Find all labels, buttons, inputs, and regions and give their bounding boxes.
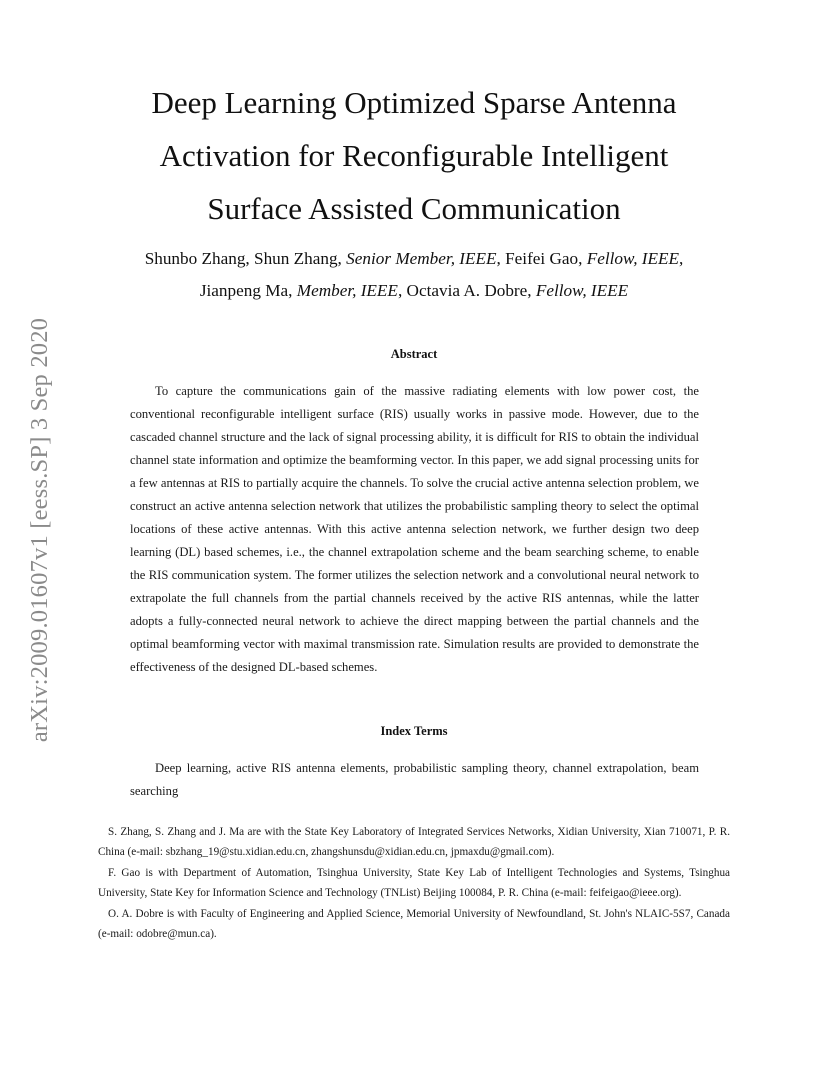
author-line-end: ,	[679, 249, 684, 268]
author-line-1	[80, 243, 748, 275]
arxiv-identifier-stamp: arXiv:2009.01607v1 [eess.SP] 3 Sep 2020	[26, 317, 53, 743]
footnote-tsinghua: F. Gao is with Department of Automation, Tsinghua University, State Key Lab of Intelligent Technologies and Systems, Tsinghua University, State Key for Information Science and Technology (TNList) Beijing 100084, P. R. China (e-mail: feifeigao@ieee.org).	[98, 867, 730, 900]
author-names-3: Jianpeng Ma,	[199, 281, 297, 300]
title-line-3: Surface Assisted Communication	[207, 191, 621, 226]
author-names-2: , Feifei Gao,	[496, 249, 587, 268]
author-role-4: Fellow, IEEE	[535, 281, 629, 300]
paper-title	[80, 76, 748, 235]
author-names-4: , Octavia A. Dobre,	[397, 281, 536, 300]
author-list	[80, 243, 748, 307]
affiliation-footnotes	[98, 822, 730, 945]
author-role-2: Fellow, IEEE	[586, 249, 680, 268]
abstract-heading: Abstract	[390, 347, 438, 361]
author-role-3: Member, IEEE	[296, 281, 398, 300]
index-terms-text: Deep learning, active RIS antenna elements, probabilistic sampling theory, channel extrapolation, beam searching	[130, 761, 699, 798]
author-line-2	[80, 275, 748, 307]
title-line-1: Deep Learning Optimized Sparse Antenna	[151, 85, 677, 120]
footnote-memorial: O. A. Dobre is with Faculty of Engineering and Applied Science, Memorial University of Newfoundland, St. John's NLAIC-5S7, Canada (e-mail: odobre@mun.ca).	[98, 908, 730, 941]
abstract-text: To capture the communications gain of the massive radiating elements with low power cost, the conventional reconfigurable intelligent surface (RIS) usually works in passive mode. However, due to the cascaded channel structure and the lack of signal processing ability, it is difficult for RIS to obtain the individual channel state information and optimize the beamforming vector. In this paper, we add signal processing units for a few antennas at RIS to partially acquire the channels. To solve the crucial active antenna selection problem, we construct an active antenna selection network that utilizes the probabilistic sampling theory to select the optimal locations of these active antennas. With this active antenna selection network, we further design two deep learning (DL) based schemes, i.e., the channel extrapolation scheme and the beam searching scheme, to enable the RIS communication system. The former utilizes the selection network and a convolutional neural network to extrapolate the full channels from the partial channels received by the active RIS antennas, while the latter adopts a fully-connected neural network to achieve the direct mapping between the partial channels and the optimal beamforming vector with maximal transmission rate. Simulation results are provided to demonstrate the effectiveness of the designed DL-based schemes.	[130, 384, 699, 674]
footnote-xidian: S. Zhang, S. Zhang and J. Ma are with the State Key Laboratory of Integrated Services Networks, Xidian University, Xian 710071, P. R. China (e-mail: sbzhang_19@stu.xidian.edu.cn, zhangshunsdu@xidian.edu.cn, jpmaxdu@gmail.com).	[98, 826, 730, 859]
author-names-1: Shunbo Zhang, Shun Zhang,	[144, 249, 347, 268]
author-role-1: Senior Member, IEEE	[346, 249, 497, 268]
title-line-2: Activation for Reconfigurable Intelligent	[159, 138, 669, 173]
index-terms-heading: Index Terms	[380, 724, 448, 738]
